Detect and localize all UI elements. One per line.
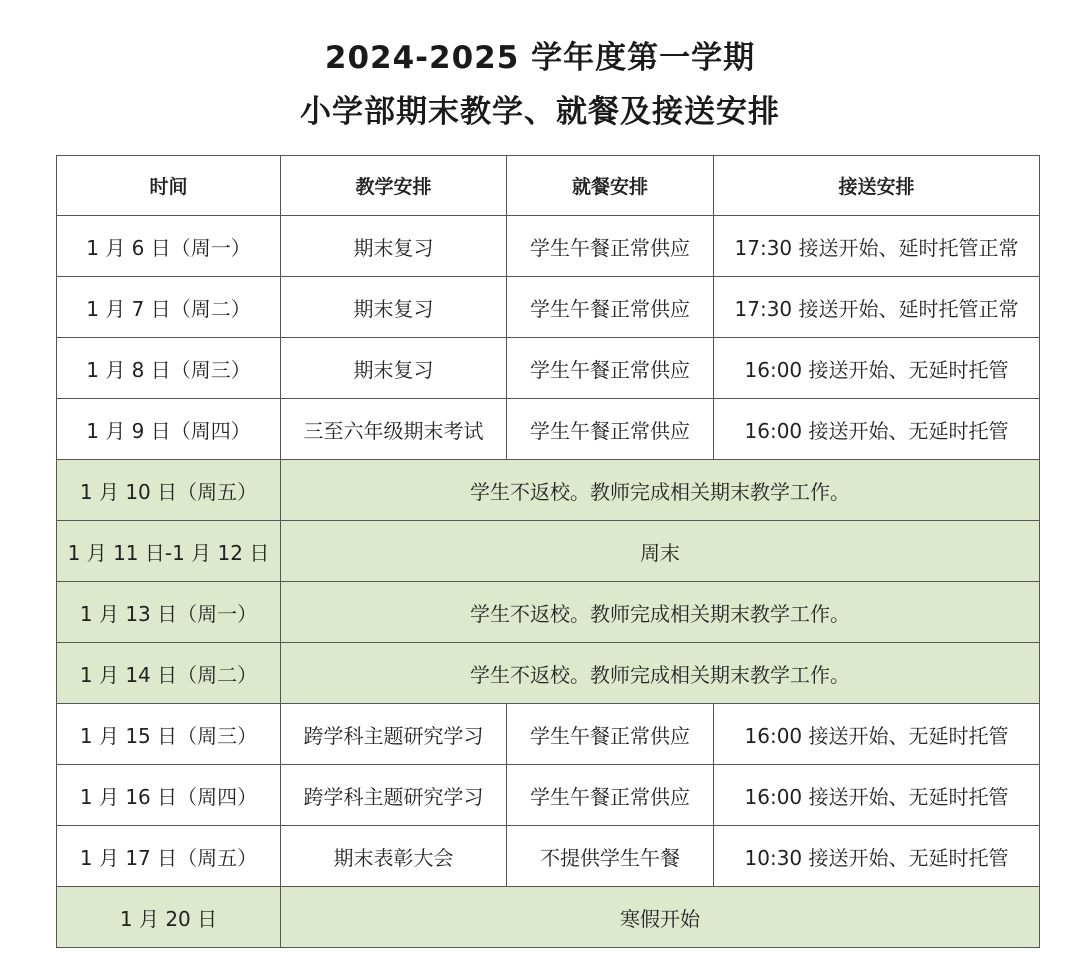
cell-teaching: 跨学科主题研究学习	[281, 765, 507, 826]
cell-note: 寒假开始	[281, 887, 1040, 948]
header-meal: 就餐安排	[507, 156, 714, 216]
table-row	[57, 399, 1040, 460]
cell-teaching: 三至六年级期末考试	[281, 399, 507, 460]
header-pickup: 接送安排	[714, 156, 1040, 216]
cell-date: 1 月 13 日（周一）	[57, 582, 281, 643]
table-row-highlight	[57, 643, 1040, 704]
cell-date: 1 月 10 日（周五）	[57, 460, 281, 521]
table-row	[57, 704, 1040, 765]
cell-teaching: 期末表彰大会	[281, 826, 507, 887]
cell-teaching: 期末复习	[281, 216, 507, 277]
cell-note: 学生不返校。教师完成相关期末教学工作。	[281, 643, 1040, 704]
cell-pickup: 17:30 接送开始、延时托管正常	[714, 216, 1040, 277]
cell-date: 1 月 8 日（周三）	[57, 338, 281, 399]
cell-date: 1 月 7 日（周二）	[57, 277, 281, 338]
cell-meal: 学生午餐正常供应	[507, 338, 714, 399]
table-row-highlight	[57, 521, 1040, 582]
cell-meal: 学生午餐正常供应	[507, 704, 714, 765]
cell-meal: 学生午餐正常供应	[507, 277, 714, 338]
cell-date: 1 月 11 日-1 月 12 日	[57, 521, 281, 582]
table-row	[57, 277, 1040, 338]
header-time: 时间	[57, 156, 281, 216]
cell-date: 1 月 16 日（周四）	[57, 765, 281, 826]
cell-meal: 学生午餐正常供应	[507, 765, 714, 826]
cell-note: 周末	[281, 521, 1040, 582]
cell-teaching: 期末复习	[281, 338, 507, 399]
table-row-highlight	[57, 582, 1040, 643]
document-subtitle: 小学部期末教学、就餐及接送安排	[300, 94, 780, 130]
schedule-table	[56, 155, 1040, 948]
cell-pickup: 17:30 接送开始、延时托管正常	[714, 277, 1040, 338]
table-row	[57, 338, 1040, 399]
cell-teaching: 跨学科主题研究学习	[281, 704, 507, 765]
cell-meal: 不提供学生午餐	[507, 826, 714, 887]
cell-pickup: 16:00 接送开始、无延时托管	[714, 399, 1040, 460]
cell-date: 1 月 15 日（周三）	[57, 704, 281, 765]
cell-date: 1 月 14 日（周二）	[57, 643, 281, 704]
cell-teaching: 期末复习	[281, 277, 507, 338]
cell-pickup: 16:00 接送开始、无延时托管	[714, 765, 1040, 826]
cell-pickup: 16:00 接送开始、无延时托管	[714, 704, 1040, 765]
table-row	[57, 765, 1040, 826]
cell-pickup: 10:30 接送开始、无延时托管	[714, 826, 1040, 887]
cell-date: 1 月 17 日（周五）	[57, 826, 281, 887]
table-row-highlight	[57, 460, 1040, 521]
table-row-highlight	[57, 887, 1040, 948]
document-title: 2024-2025 学年度第一学期	[324, 40, 756, 76]
table-header-row	[57, 156, 1040, 216]
cell-note: 学生不返校。教师完成相关期末教学工作。	[281, 460, 1040, 521]
table-row	[57, 826, 1040, 887]
cell-date: 1 月 6 日（周一）	[57, 216, 281, 277]
header-teaching: 教学安排	[281, 156, 507, 216]
table-row	[57, 216, 1040, 277]
cell-meal: 学生午餐正常供应	[507, 216, 714, 277]
cell-date: 1 月 20 日	[57, 887, 281, 948]
cell-note: 学生不返校。教师完成相关期末教学工作。	[281, 582, 1040, 643]
cell-meal: 学生午餐正常供应	[507, 399, 714, 460]
cell-pickup: 16:00 接送开始、无延时托管	[714, 338, 1040, 399]
cell-date: 1 月 9 日（周四）	[57, 399, 281, 460]
